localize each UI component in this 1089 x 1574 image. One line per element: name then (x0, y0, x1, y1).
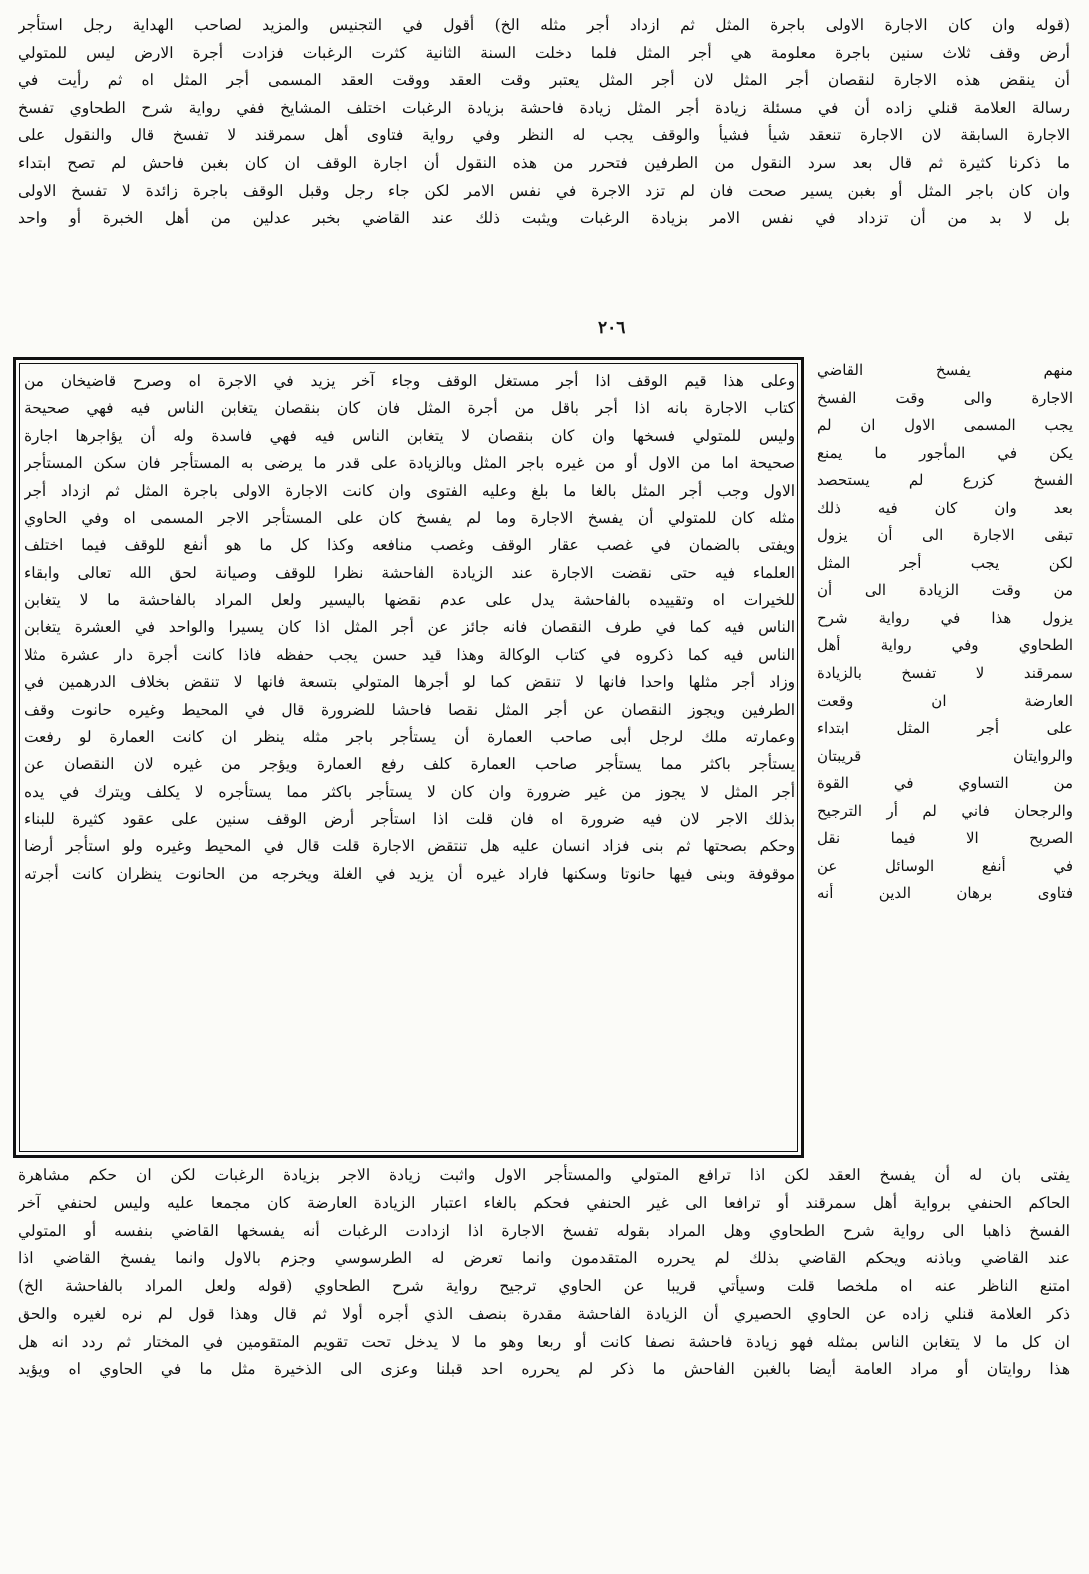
main-text-line: بذلك الاجر لان فيه ضرورة اه فان قلت اذا استأجر أرض الوقف سنين على عقود كثيرة للبناء (24, 810, 795, 828)
main-text-line: ويفتى بالضمان في غصب عقار الوقف وغصب منافعه وكذا كل ما هو أنفع للوقف فيما اختلف (24, 536, 795, 555)
main-text-line: وليس للمتولي فسخها وان كان بنقصان لا يتغابن الناس فيه فهي فاسدة وله أن يؤاجرها اجارة (24, 426, 795, 445)
main-text-line: العلماء فيه حتى نقضت الاجارة عند الزيادة الفاحشة نظرا للوقف وصيانة لحق الله تعالى وابقاء (24, 563, 795, 582)
side-text-line: يكن في المأجور ما يمنع (817, 443, 1073, 462)
side-text-line: الفسخ كزرع لم يستحصد (817, 471, 1073, 490)
main-text-line: الناس فيه كما في طرف النقصان فانه جائز عن أجر المثل اذا كان يسيرا والواحد في العشرة يتغابن (24, 618, 795, 637)
top-text-line: وان كان باجر المثل أو بغبن يسير صحت فان لم تزد الاجرة في نفس الامر لكن جاء رجل وقبل الوقف باجرة زائدة لا تفسخ الاولى (18, 181, 1070, 200)
top-text-line: أن ينقض هذه الاجارة لنقصان أجر المثل لان أجر المثل يعتبر وقت العقد ووقت العقد المسمى أجر المثل اه ثم رأيت في (18, 71, 1070, 90)
main-text-line: وعمارته ملك لرجل أبى صاحب العمارة أن يستأجر باجر مثله ينظر ان كانت العمارة لو رفعت (24, 727, 795, 746)
main-text-line: أجر المثل لا يجوز من غير ضرورة وان كان لا يستأجر باكثر مما يستأجره لا يكلف ويترك في يده (24, 782, 795, 801)
side-text-line: من التساوي في القوة (817, 774, 1073, 793)
side-text-line: بعد وان كان فيه ذلك (817, 498, 1073, 517)
page-number: ٢٠٦ (598, 318, 626, 338)
bottom-text-line: الفسخ ذاهبا الى رواية شرح الطحاوي وهل المراد بقوله تفسخ الاجارة اذا ازدادت الرغبات أنه يفسخها القاضي بنفسه أو المتولي (18, 1221, 1070, 1240)
bottom-text-line: الحاكم الحنفي برواية أهل سمرقند أو ترافعا الى غير الحنفي فحكم بالغاء اعتبار الزيادة العارضة كان مجمعا عليه وليس لحنفي آخر (18, 1193, 1070, 1212)
side-text-line: في أنفع الوسائل عن (817, 856, 1073, 875)
top-text-line: (قوله وان كان الاجارة الاولى باجرة المثل ثم ازداد أجر مثله الخ) أقول في التجنيس والمزيد لصاحب الهداية رجل استأجر (18, 16, 1070, 34)
side-text-line: فتاوى برهان الدين أنه (817, 884, 1073, 903)
side-text-line: سمرقند لا تفسخ بالزيادة (817, 664, 1073, 683)
bottom-commentary-block (18, 1162, 1070, 1384)
main-text-line: وزاد أجر مثلها واحدا فانها لا تنقض كما لو أجرها المتولي بتسعة فانها لا تنقض بخلاف الدرهمين في (24, 673, 795, 692)
main-text-line: يستأجر باكثر مما يستأجر صاحب العمارة كلف رفع العمارة ويؤجر من غيره لان النقصان عن (24, 755, 795, 774)
main-text-line: الناس فيه كما ذكروه في كتاب الوكالة وهذا قيد حسن يجب حفظه فاذا كانت أجرة دار عشرة مثلا (24, 645, 795, 664)
bottom-text-line: عند القاضي وباذنه ويحكم القاضي بذلك لم يحرره المتقدمون وانما تعرض له الطرسوسي وجزم بالاول وانما يفسخ القاضي اذا (18, 1249, 1070, 1268)
side-text-line: منهم يفسخ القاضي (817, 361, 1073, 379)
main-text-block (24, 368, 795, 888)
bottom-text-line: ان كل ما لا يتغابن الناس بمثله فهو زيادة فاحشة نصفا كانت أو ربعا وهو ما لا يدخل تحت تقويم المتقومين في المختار ثم ردد انه هل (18, 1332, 1070, 1351)
main-text-line: وحكم بصحتها ثم بنى فزاد انسان عليه هل تنتقض الاجارة قلت قال في المحيط وغيره ولو استأجر أرضا (24, 837, 795, 856)
main-text-line: مثله كان للمتولي أن يفسخ الاجارة وما لم يفسخ كان على المستأجر الاجر المسمى اه وفي الحاوي (24, 508, 795, 527)
side-text-line: العارضة ان وقعت (817, 691, 1073, 710)
main-text-line: موقوفة وبنى فيها حانوتا وسكنها فاراد غيره أن يزيد في الغلة ويخرجه من الحانوت ينظران كانت أجرته (24, 864, 795, 883)
main-text-line: الطرفين ويجوز النقصان عن أجر المثل نقصا فاحشا للضرورة قال في المحيط وغيره حانوت وقف (24, 700, 795, 719)
main-text-line: للخيرات اه وتقييده بالفاحشة يدل على عدم نقضها باليسير ولعل المراد بالفاحشة ما لا يتغابن (24, 591, 795, 609)
side-text-line: على أجر المثل ابتداء (817, 719, 1073, 738)
side-text-line: والرجحان فاني لم أر الترجيح (817, 801, 1073, 820)
main-text-line: الاول وجب أجر المثل بالغا ما بلغ وعليه الفتوى وان كانت الاجارة الاولى باجرة المثل ثم ازداد أجر (24, 481, 795, 500)
top-text-line: أرض وقف ثلاث سنين باجرة معلومة هي أجر المثل فلما دخلت السنة الثانية كثرت الرغبات فزادت أجرة الارض ليس للمتولي (18, 43, 1070, 62)
top-text-line: ما ذكرنا كثيرة ثم قال بعد سرد النقول من الطرفين فتحرر من هذه النقول أن اجارة الوقف ان كان بغبن فاحش لم تصح ابتداء (18, 153, 1070, 172)
side-text-line: والروايتان قريبتان (817, 746, 1073, 765)
main-text-line: وعلى هذا قيم الوقف اذا أجر مستغل الوقف وجاء آخر يزيد في الاجرة اه وصرح قاضيخان من (24, 372, 795, 390)
side-text-line: لكن يجب أجر المثل (817, 553, 1073, 572)
main-text-line: كتاب الاجارة بانه اذا أجر باقل من أجرة المثل فان كان بنقصان يتغابن الناس فيه فهي صحيحة (24, 399, 795, 418)
bottom-text-line: امتنع الناظر عنه اه ملخصا قلت وسيأتي قريبا عن الحاوي ترجيح رواية شرح الطحاوي (قوله ولعل المراد بالفاحشة الخ) (18, 1277, 1070, 1295)
side-margin-commentary (817, 357, 1073, 908)
side-text-line: الاجارة والى وقت الفسخ (817, 388, 1073, 407)
main-text-line: صحيحة اما من الاول أو من غيره باجر المثل وبالزيادة على قدر ما يرضى به المستأجر فان سكن المستأجر (24, 454, 795, 473)
bottom-text-line: ذكر العلامة قنلي زاده عن الحاوي الحصيري أن الزيادة الفاحشة مقدرة بنصف الذي أجره أولا ثم قال وهذا قول لم نره لغيره والحق (18, 1304, 1070, 1323)
side-text-line: الطحاوي وفي رواية أهل (817, 636, 1073, 655)
top-text-line: بل لا بد من أن تزداد في نفس الامر بزيادة الرغبات ويثبت ذلك عند القاضي بخبر عدلين من أهل الخبرة أو واحد (18, 209, 1070, 228)
side-text-line: يجب المسمى الاول ان لم (817, 416, 1073, 435)
side-text-line: تبقى الاجارة الى أن يزول (817, 526, 1073, 545)
top-text-line: الاجارة السابقة لان الاجارة تنعقد شيأ فشيأ والوقف يجب له النظر وفي رواية فتاوى أهل سمرقند لا تفسخ قال والنقول على (18, 126, 1070, 145)
bottom-text-line: يفتى بان له أن يفسخ العقد لكن اذا ترافع المتولي والمستأجر الاول واثبت زيادة الاجر بزيادة الرغبات لكن ان حكم مشاهرة (18, 1166, 1070, 1184)
top-text-line: رسالة العلامة قنلي زاده أن في مسئلة زيادة أجر المثل زيادة فاحشة بزيادة الرغبات اختلف المشايخ ففي رواية شرح الطحاوي تفسخ (18, 98, 1070, 117)
top-commentary-block (18, 12, 1070, 233)
side-text-line: الصريح الا فيما نقل (817, 829, 1073, 848)
bottom-text-line: هذا روايتان أو مراد العامة أيضا بالغبن الفاحش ما ذكر لم يحرره احد قبلنا وعزى الى الذخيرة مثل ما في الحاوي اه ويؤيد (18, 1360, 1070, 1379)
side-text-line: من وقت الزيادة الى أن (817, 581, 1073, 600)
side-text-line: يزول هذا في رواية شرح (817, 608, 1073, 627)
